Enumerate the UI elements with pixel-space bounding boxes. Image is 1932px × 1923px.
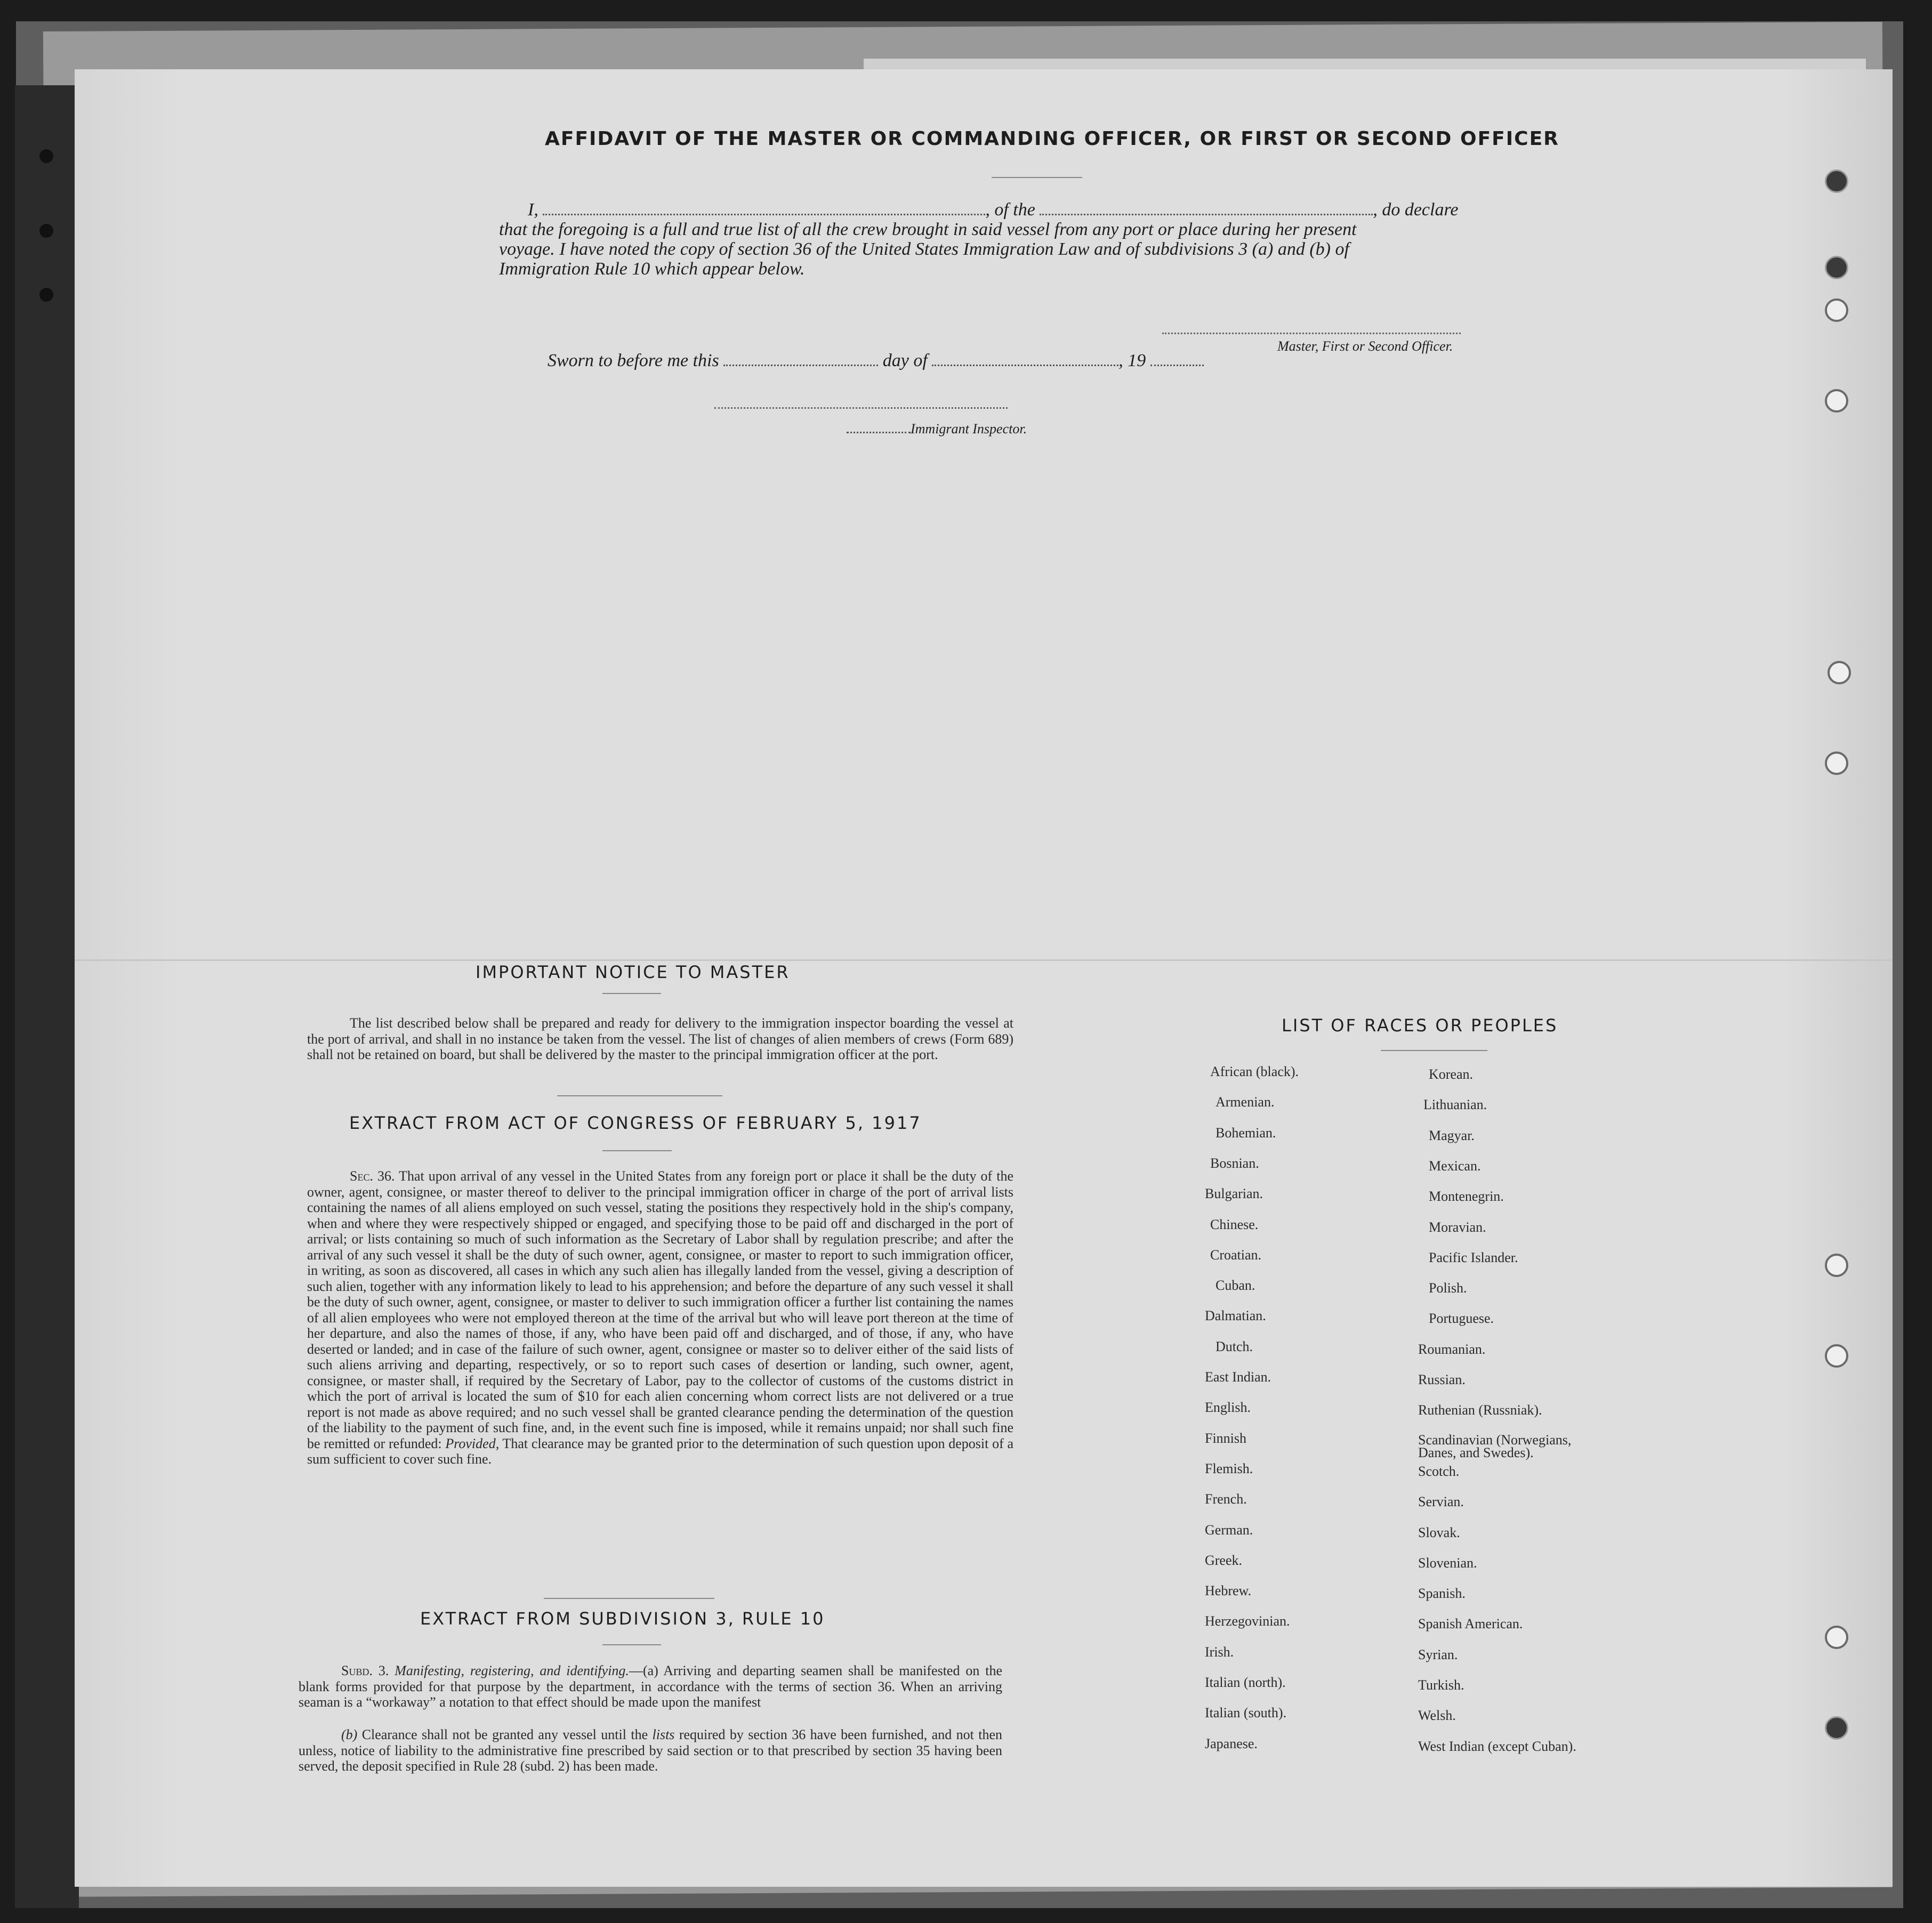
day-blank[interactable] — [723, 362, 878, 366]
race-item: Montenegrin. — [1429, 1189, 1504, 1205]
race-item: Cuban. — [1215, 1278, 1255, 1294]
punch-mark — [39, 149, 53, 163]
race-item: Polish. — [1429, 1280, 1467, 1296]
sworn-line — [548, 351, 1204, 371]
binding-hole — [1825, 256, 1848, 279]
of-the-label: , of the — [985, 200, 1035, 220]
race-item: Flemish. — [1205, 1460, 1253, 1476]
race-item: Bulgarian. — [1205, 1186, 1263, 1202]
race-item: Bohemian. — [1215, 1125, 1276, 1141]
act-divider — [544, 1598, 714, 1599]
subdivision-para-a — [299, 1663, 1002, 1710]
name-blank[interactable] — [543, 212, 985, 215]
binding-hole — [1825, 752, 1848, 775]
binding-hole — [1825, 298, 1848, 322]
race-item: Italian (south). — [1205, 1705, 1287, 1721]
binding-strip — [15, 85, 79, 1908]
notice-divider — [557, 1095, 722, 1096]
inspector-dots — [847, 430, 911, 433]
notice-title: IMPORTANT NOTICE TO MASTER — [476, 962, 790, 982]
race-item: Syrian. — [1418, 1646, 1458, 1662]
race-item: Spanish American. — [1418, 1616, 1523, 1632]
race-item: Herzegovinian. — [1205, 1613, 1290, 1629]
race-item: Portuguese. — [1429, 1311, 1494, 1327]
title-rule — [992, 177, 1082, 178]
master-signature-label: Master, First or Second Officer. — [1277, 338, 1453, 354]
para-a-text: Arriving and departing seamen shall be manifested on the blank forms provided for that purpose by the department, in accordance with the terms of section 36. When an arriving seaman is a “workaway” a notation to that effect should be made upon the manifest — [299, 1663, 1002, 1710]
race-item: Irish. — [1205, 1644, 1234, 1660]
subdivision-title: EXTRACT FROM SUBDIVISION 3, RULE 10 — [420, 1609, 825, 1629]
race-item: German. — [1205, 1522, 1253, 1538]
para-a-label: —(a) — [629, 1663, 658, 1678]
race-item: Mexican. — [1429, 1158, 1481, 1174]
sworn-label: Sworn to before me this — [548, 351, 719, 370]
race-item: Scotch. — [1418, 1463, 1460, 1479]
para-b-text-2: required by section 36 have been furnished, and not then unless, notice of liability to the administrative fine prescribed by said section or to that prescribed by section 35 having been served, the deposit specified in Rule 28 (subd. 2) has been made. — [299, 1727, 1002, 1774]
notice-text: The list described below shall be prepared and ready for delivery to the immigration inspector boarding the vessel at the port of arrival, and shall in no instance be taken from the vessel. The list of changes of alien members of crews (Form 689) shall not be retained on board, but shall be delivered by the master to the principal immigration officer at the port. — [307, 1015, 1013, 1062]
subdivision-para-b — [299, 1727, 1002, 1774]
race-item: Pacific Islander. — [1429, 1249, 1518, 1265]
year-blank[interactable] — [1150, 362, 1204, 366]
race-item: Scandinavian (Norwegians, Danes, and Swedes). — [1418, 1432, 1572, 1460]
race-item: Moravian. — [1429, 1219, 1486, 1235]
race-item: French. — [1205, 1491, 1247, 1507]
race-item: Chinese. — [1210, 1216, 1259, 1232]
month-blank[interactable] — [932, 362, 1118, 366]
para-b-lists: lists — [652, 1727, 675, 1742]
race-item: Slovenian. — [1418, 1555, 1477, 1571]
affidavit-title: AFFIDAVIT OF THE MASTER OR COMMANDING OFFICER, OR FIRST OR SECOND OFFICER — [545, 128, 1559, 150]
subd-label: Subd. 3. — [341, 1663, 389, 1678]
master-signature-blank[interactable] — [1162, 333, 1461, 334]
affidavit-line-3: voyage. I have noted the copy of section 36 of the United States Immigration Law and of subdivisions 3 (a) and (b) of — [499, 239, 1349, 259]
inspector-label: Immigrant Inspector. — [911, 421, 1027, 437]
race-item: Croatian. — [1210, 1247, 1262, 1263]
races-rule — [1381, 1050, 1487, 1051]
para-b-text-1: Clearance shall not be granted any vessel until the — [361, 1727, 648, 1742]
sec-label: Sec. 36. — [350, 1168, 395, 1184]
inspector-signature-blank[interactable] — [714, 407, 1008, 409]
affidavit-line-4: Immigration Rule 10 which appear below. — [499, 259, 805, 279]
do-declare-label: , do declare — [1373, 200, 1459, 220]
race-item: Servian. — [1418, 1494, 1464, 1510]
affidavit-line-2: that the foregoing is a full and true list of all the crew brought in said vessel from any port or place during her present — [499, 220, 1357, 239]
para-b-label: (b) — [341, 1727, 358, 1742]
affidavit-line-1 — [528, 200, 1459, 220]
binding-hole — [1825, 1254, 1848, 1277]
act-text — [307, 1168, 1013, 1467]
race-item: Magyar. — [1429, 1127, 1475, 1143]
notice-rule — [602, 993, 661, 994]
provided-label: Provided, — [445, 1435, 500, 1451]
race-item: Dutch. — [1215, 1338, 1253, 1354]
year-label: , 19 — [1118, 351, 1146, 370]
subd-heading: Manifesting, registering, and identifying. — [395, 1663, 629, 1678]
race-item: English. — [1205, 1400, 1251, 1416]
page-fold — [75, 959, 1893, 961]
race-item: Italian (north). — [1205, 1675, 1286, 1690]
race-item: Hebrew. — [1205, 1583, 1252, 1599]
punch-mark — [39, 224, 53, 238]
race-item: Armenian. — [1215, 1094, 1275, 1110]
binding-hole — [1825, 389, 1848, 413]
vessel-blank[interactable] — [1040, 212, 1373, 215]
race-item: Greek. — [1205, 1552, 1243, 1568]
binding-hole — [1825, 1626, 1848, 1649]
binding-hole — [1825, 1344, 1848, 1368]
race-item: Dalmatian. — [1205, 1308, 1266, 1324]
binding-hole — [1825, 169, 1848, 193]
race-item: East Indian. — [1205, 1369, 1271, 1385]
race-item: Ruthenian (Russniak). — [1418, 1402, 1542, 1418]
race-item: Korean. — [1429, 1066, 1474, 1082]
races-title: LIST OF RACES OR PEOPLES — [1282, 1015, 1558, 1036]
race-item: Welsh. — [1418, 1708, 1456, 1724]
race-item: African (black). — [1210, 1064, 1299, 1079]
race-item: Lithuanian. — [1423, 1097, 1487, 1113]
act-body: That upon arrival of any vessel in the United States from any foreign port or place it shall be the duty of the owner, agent, consignee, or master thereof to deliver to the principal immigration officer in charge of the port of arrival lists containing the names of all aliens employed on such vessel, stating the positions they respectively hold in the ship's company, when and where they were respectively shipped or engaged, and specifying those to be paid off and discharged in the port of arrival; or lists containing so much of such information as the Secretary of Labor shall by regulation prescribe; and after the arrival of any such vessel it shall be the duty of such owner, agent, consignee, or master to report to such immigration officer, in writing, as soon as discovered, all cases in which any such alien has illegally landed from the vessel, giving a description of such alien, together with any information likely to lead to his apprehension; and before the departure of any such vessel it shall be the duty of such owner, agent, consignee, or master to deliver to such immigration officer a further list containing the names of all alien employees who were not employed thereon at the time of the arrival but who will leave port thereon at the time of her departure, and also the names of those, if any, who have been paid off and discharged, and of those, if any, who have deserted or landed; and in case of the failure of such owner, agent, consignee or master so to deliver either of the said lists of such aliens arriving and departing, respectively, or so to report such cases of desertion or landing, such owner, agent, consignee, or master shall, if required by the Secretary of Labor, pay to the collector of customs of the customs district in which the port of arrival is located the sum of $10 for each alien concerning whom correct lists are not delivered or a true report is not made as above required; and no such vessel shall be granted clearance pending the determination of the question of the liability to the payment of such fine, and, in the event such fine is imposed, while it remains unpaid; nor shall such fine be remitted or refunded: — [307, 1168, 1013, 1451]
inspector-label-line — [847, 421, 1027, 437]
act-body-end: That clearance may be granted prior to the determination of such question upon deposit of a sum sufficient to cover such fine. — [307, 1435, 1014, 1467]
race-item: Bosnian. — [1210, 1155, 1259, 1171]
race-item: Slovak. — [1418, 1524, 1460, 1540]
binding-hole — [1825, 1716, 1848, 1740]
act-rule — [602, 1150, 672, 1151]
binding-hole — [1828, 661, 1851, 684]
race-item: Roumanian. — [1418, 1341, 1486, 1357]
day-of-label: day of — [882, 351, 928, 370]
race-item: West Indian (except Cuban). — [1418, 1738, 1576, 1754]
act-title: EXTRACT FROM ACT OF CONGRESS OF FEBRUARY 5, 1917 — [349, 1113, 922, 1133]
race-item: Japanese. — [1205, 1735, 1258, 1751]
i-label: I, — [528, 200, 538, 220]
subdivision-rule — [602, 1644, 661, 1645]
race-item: Spanish. — [1418, 1586, 1466, 1602]
document-page — [75, 69, 1893, 1887]
race-item: Finnish — [1205, 1430, 1247, 1446]
punch-mark — [39, 288, 53, 302]
race-item: Turkish. — [1418, 1677, 1464, 1693]
race-item: Russian. — [1418, 1372, 1466, 1387]
